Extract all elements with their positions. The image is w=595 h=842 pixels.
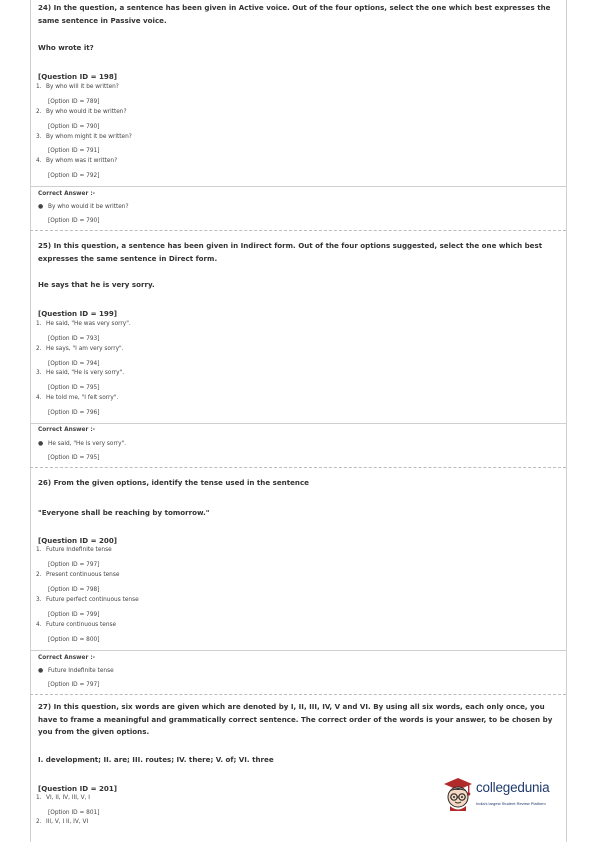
graduate-mascot-icon <box>441 775 475 813</box>
correct-answer: ● Future Indefinite tense <box>38 667 114 674</box>
option-4-id: [Option ID = 792] <box>48 173 100 179</box>
option-4-id: [Option ID = 800] <box>48 637 100 643</box>
option-4: 4. Future continuous tense <box>36 622 117 628</box>
correct-answer: ● By who would it be written? <box>38 203 129 210</box>
divider <box>30 186 566 187</box>
correct-answer-id: [Option ID = 795] <box>48 455 100 461</box>
bullet-icon: ● <box>38 203 44 210</box>
option-3: 3. He said, "He is very sorry". <box>36 370 125 376</box>
question-heading: 27) In this question, six words are given which are denoted by I, II, III, IV, V and VI. By using all six words, each only once, you have to frame a meaningful and grammatically correct sentence. The correct order of the words is your answer, to be chosen by you from the given options. <box>38 702 553 736</box>
option-1: 1. VI, II, IV, III, V, I <box>36 795 91 801</box>
option-1: 1. Future Indefinite tense <box>36 547 112 553</box>
option-4-id: [Option ID = 796] <box>48 410 100 416</box>
option-2: 2. He says, "I am very sorry". <box>36 346 124 352</box>
question-heading: 26) From the given options, identify the tense used in the sentence <box>38 478 309 487</box>
page-left-border <box>30 0 31 842</box>
bullet-icon: ● <box>38 667 44 674</box>
question-separator <box>30 230 566 231</box>
question-id: [Question ID = 199] <box>38 309 118 318</box>
option-4: 4. He told me, "I felt sorry". <box>36 395 119 401</box>
divider <box>30 650 566 651</box>
option-4: 4. By whom was it written? <box>36 158 118 164</box>
divider <box>30 423 566 424</box>
logo-tagline: India's largest Student Review Platform <box>476 801 546 806</box>
option-2-id: [Option ID = 794] <box>48 361 100 367</box>
option-3-id: [Option ID = 791] <box>48 148 100 154</box>
correct-answer-label: Correct Answer :- <box>38 191 96 197</box>
question-statement: He says that he is very sorry. <box>38 280 155 289</box>
bullet-icon: ● <box>38 440 44 447</box>
question-separator <box>30 467 566 468</box>
option-2-id: [Option ID = 790] <box>48 124 100 130</box>
option-1: 1. He said, "He was very sorry". <box>36 321 131 327</box>
correct-answer-label: Correct Answer :- <box>38 655 96 661</box>
question-id: [Question ID = 201] <box>38 784 118 793</box>
question-id: [Question ID = 200] <box>38 536 118 545</box>
collegedunia-logo <box>441 775 566 815</box>
question-heading: 25) In this question, a sentence has been given in Indirect form. Out of the four options suggested, select the one which best expresses the same sentence in Direct form. <box>38 241 543 263</box>
option-1-id: [Option ID = 793] <box>48 336 100 342</box>
option-1: 1. By who will it be written? <box>36 84 119 90</box>
question-heading: 24) In the question, a sentence has been given in Active voice. Out of the four options, select the one which best expresses the same sentence in Passive voice. <box>38 3 551 25</box>
correct-answer-id: [Option ID = 797] <box>48 682 100 688</box>
option-2: 2. By who would it be written? <box>36 109 127 115</box>
question-statement: I. development; II. are; III. routes; IV. there; V. of; VI. three <box>38 755 274 764</box>
option-1-id: [Option ID = 797] <box>48 562 100 568</box>
option-3: 3. By whom might it be written? <box>36 134 132 140</box>
question-statement: Who wrote it? <box>38 43 94 52</box>
question-separator <box>30 694 566 695</box>
option-2-id: [Option ID = 798] <box>48 587 100 593</box>
option-3-id: [Option ID = 799] <box>48 612 100 618</box>
question-id: [Question ID = 198] <box>38 72 118 81</box>
option-1-id: [Option ID = 789] <box>48 99 100 105</box>
correct-answer: ● He said, "He is very sorry". <box>38 440 127 447</box>
logo-name: collegedunia <box>476 780 550 795</box>
option-2: 2. Present continuous tense <box>36 572 120 578</box>
option-3: 3. Future perfect continuous tense <box>36 597 139 603</box>
page-right-border <box>566 0 567 842</box>
option-1-id: [Option ID = 801] <box>48 810 100 816</box>
option-3-id: [Option ID = 795] <box>48 385 100 391</box>
option-2: 2. III, V, I II, IV, VI <box>36 819 89 825</box>
correct-answer-id: [Option ID = 790] <box>48 218 100 224</box>
question-statement: "Everyone shall be reaching by tomorrow." <box>38 508 210 517</box>
correct-answer-label: Correct Answer :- <box>38 427 96 433</box>
